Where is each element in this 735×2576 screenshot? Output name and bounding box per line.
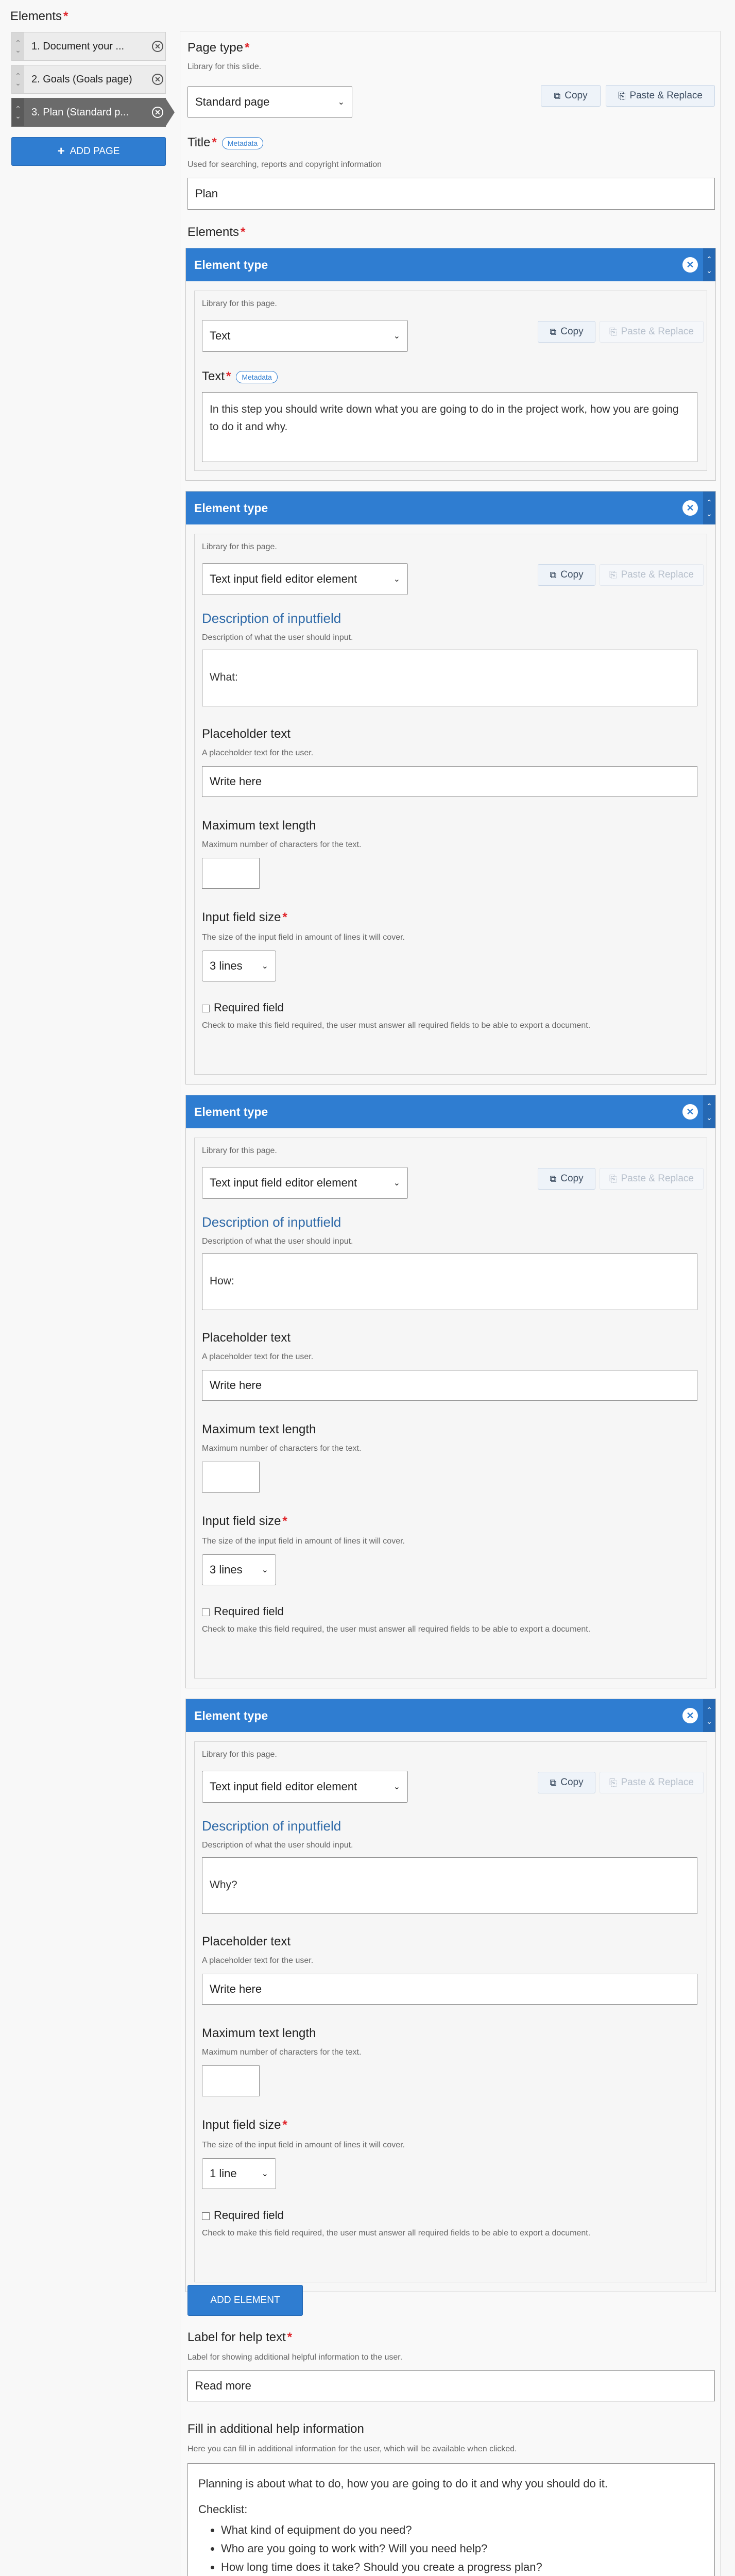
paste-icon: ⎘ bbox=[609, 1173, 617, 1184]
help-paragraph: Planning is about what to do, how you are going to do it and why you should do it. bbox=[198, 2477, 608, 2490]
help-label-hint: Label for showing additional helpful information to the user. bbox=[187, 2353, 403, 2362]
placeholder-label: Placeholder text bbox=[202, 727, 291, 741]
description-heading: Description of inputfield bbox=[202, 611, 341, 626]
chevron-down-icon[interactable]: ⌄ bbox=[15, 112, 21, 120]
element-card-header[interactable] bbox=[186, 492, 715, 524]
chevron-up-icon[interactable]: ⌃ bbox=[15, 72, 21, 80]
page-editor-panel bbox=[180, 31, 721, 2576]
close-icon[interactable]: ✕ bbox=[152, 107, 163, 118]
page-type-selected: Standard page bbox=[195, 95, 270, 108]
copy-button[interactable] bbox=[538, 321, 595, 343]
chevron-up-icon[interactable]: ⌃ bbox=[706, 1706, 712, 1714]
max-length-input[interactable] bbox=[202, 858, 260, 889]
element-card-body bbox=[194, 534, 707, 1075]
input-size-hint: The size of the input field in amount of lines it will cover. bbox=[202, 933, 405, 942]
element-type-select[interactable] bbox=[202, 1771, 408, 1803]
paste-replace-button[interactable] bbox=[600, 1772, 704, 1793]
text-editor[interactable]: In this step you should write down what you are going to do in the project work, how you are going to do it and why. bbox=[202, 392, 697, 462]
chevron-down-icon: ⌄ bbox=[393, 1179, 400, 1188]
element-type-selected: Text bbox=[210, 329, 231, 342]
remove-page-button[interactable] bbox=[150, 65, 165, 93]
required-asterisk: * bbox=[287, 2330, 293, 2344]
copy-label: Copy bbox=[560, 326, 584, 337]
list-item: • How long time does it take? Should you create a progress plan? bbox=[221, 2558, 704, 2576]
paste-icon: ⎘ bbox=[609, 326, 617, 337]
input-size-label-text: Input field size bbox=[202, 910, 281, 924]
description-editor[interactable]: What: bbox=[202, 650, 697, 706]
input-size-select[interactable] bbox=[202, 951, 276, 981]
required-label[interactable]: Required field bbox=[214, 1605, 284, 1618]
element-type-selected: Text input field editor element bbox=[210, 572, 357, 585]
text-label-text: Text bbox=[202, 369, 225, 383]
add-element-button[interactable]: ADD ELEMENT bbox=[187, 2285, 303, 2316]
plus-icon: + bbox=[57, 144, 65, 158]
input-size-selected: 3 lines bbox=[210, 1563, 243, 1576]
elements-label bbox=[187, 225, 245, 240]
copy-label: Copy bbox=[560, 1777, 584, 1788]
page-type-label-text: Page type bbox=[187, 41, 244, 55]
required-field-option[interactable] bbox=[202, 2209, 284, 2222]
element-card-body bbox=[194, 1741, 707, 2282]
copy-button[interactable] bbox=[538, 1772, 595, 1793]
page-type-select[interactable] bbox=[187, 86, 352, 118]
element-type-select[interactable] bbox=[202, 1167, 408, 1199]
library-hint: Library for this page. bbox=[202, 543, 277, 551]
list-item: • What kind of equipment do you need? bbox=[221, 2521, 704, 2539]
title-input[interactable]: Plan bbox=[187, 178, 715, 210]
required-asterisk: * bbox=[241, 225, 246, 239]
page-type-label bbox=[187, 41, 249, 55]
add-page-label: ADD PAGE bbox=[70, 146, 120, 157]
element-card-input-what bbox=[185, 491, 716, 1084]
placeholder-input[interactable]: Write here bbox=[202, 1370, 697, 1401]
copy-icon: ⧉ bbox=[550, 569, 557, 580]
remove-page-button[interactable] bbox=[150, 98, 165, 126]
description-editor[interactable]: Why? bbox=[202, 1857, 697, 1914]
input-size-label-text: Input field size bbox=[202, 1514, 281, 1528]
pages-title bbox=[10, 9, 68, 24]
element-reorder-handle[interactable] bbox=[703, 1095, 715, 1128]
checklist bbox=[198, 2521, 704, 2576]
input-size-label bbox=[202, 910, 287, 925]
copy-button[interactable] bbox=[538, 1168, 595, 1190]
library-hint: Library for this page. bbox=[202, 299, 277, 308]
copy-icon: ⧉ bbox=[550, 1173, 557, 1184]
copy-label: Copy bbox=[560, 569, 584, 580]
chevron-up-icon[interactable]: ⌃ bbox=[706, 498, 712, 506]
text-label bbox=[202, 369, 278, 384]
max-length-hint: Maximum number of characters for the text. bbox=[202, 840, 362, 849]
required-asterisk: * bbox=[212, 135, 217, 149]
add-page-button[interactable] bbox=[11, 137, 166, 166]
chevron-down-icon[interactable]: ⌄ bbox=[706, 1113, 712, 1122]
required-hint: Check to make this field required, the user must answer all required fields to be able to export a document. bbox=[202, 1625, 591, 1634]
placeholder-hint: A placeholder text for the user. bbox=[202, 1956, 314, 1965]
title-label bbox=[187, 135, 263, 150]
description-heading: Description of inputfield bbox=[202, 1818, 341, 1834]
page-reorder-handle[interactable] bbox=[12, 98, 24, 126]
input-size-label-text: Input field size bbox=[202, 2118, 281, 2132]
input-size-select[interactable] bbox=[202, 2158, 276, 2189]
placeholder-hint: A placeholder text for the user. bbox=[202, 1352, 314, 1361]
help-info-hint: Here you can fill in additional information for the user, which will be available when clicked. bbox=[187, 2445, 517, 2453]
required-asterisk: * bbox=[282, 910, 287, 924]
copy-button[interactable] bbox=[541, 85, 601, 107]
element-reorder-handle[interactable] bbox=[703, 1699, 715, 1732]
chevron-up-icon[interactable]: ⌃ bbox=[15, 105, 21, 113]
library-hint: Library for this page. bbox=[202, 1146, 277, 1155]
input-size-selected: 1 line bbox=[210, 2167, 237, 2180]
required-hint: Check to make this field required, the user must answer all required fields to be able to export a document. bbox=[202, 2229, 591, 2238]
chevron-down-icon: ⌄ bbox=[261, 1566, 268, 1574]
title-label-text: Title bbox=[187, 135, 211, 149]
element-card-header[interactable] bbox=[186, 1699, 715, 1732]
placeholder-label: Placeholder text bbox=[202, 1331, 291, 1345]
required-asterisk: * bbox=[226, 369, 231, 383]
remove-element-button[interactable]: ✕ bbox=[682, 500, 698, 516]
remove-element-button[interactable]: ✕ bbox=[682, 1708, 698, 1723]
page-reorder-handle[interactable] bbox=[12, 65, 24, 93]
copy-button[interactable] bbox=[538, 564, 595, 586]
remove-element-button[interactable]: ✕ bbox=[682, 257, 698, 273]
chevron-up-icon[interactable]: ⌃ bbox=[706, 1102, 712, 1110]
required-label[interactable]: Required field bbox=[214, 1001, 284, 1014]
chevron-down-icon: ⌄ bbox=[393, 332, 400, 341]
title-hint: Used for searching, reports and copyright information bbox=[187, 160, 382, 169]
required-hint: Check to make this field required, the user must answer all required fields to be able to export a document. bbox=[202, 1021, 591, 1030]
element-type-select[interactable] bbox=[202, 320, 408, 352]
page-item-3-active[interactable] bbox=[11, 98, 166, 127]
required-field-option[interactable] bbox=[202, 1001, 284, 1014]
required-asterisk: * bbox=[282, 1514, 287, 1528]
page-item-label[interactable]: 3. Plan (Standard p... bbox=[31, 106, 129, 118]
required-checkbox[interactable] bbox=[202, 1005, 210, 1012]
max-length-hint: Maximum number of characters for the text. bbox=[202, 1444, 362, 1453]
description-hint: Description of what the user should input. bbox=[202, 1841, 353, 1850]
element-card-title: Element type bbox=[194, 1708, 268, 1722]
placeholder-label: Placeholder text bbox=[202, 1935, 291, 1948]
element-reorder-handle[interactable] bbox=[703, 492, 715, 524]
input-size-label bbox=[202, 2118, 287, 2132]
input-size-label bbox=[202, 1514, 287, 1529]
remove-page-button[interactable] bbox=[150, 32, 165, 60]
required-label[interactable]: Required field bbox=[214, 2209, 284, 2222]
required-field-option[interactable] bbox=[202, 1605, 284, 1618]
page-item-1[interactable] bbox=[11, 32, 166, 61]
element-card-text bbox=[185, 248, 716, 481]
element-card-input-how bbox=[185, 1095, 716, 1688]
element-type-selected: Text input field editor element bbox=[210, 1780, 357, 1793]
copy-icon: ⧉ bbox=[550, 1777, 557, 1788]
page-type-hint: Library for this slide. bbox=[187, 62, 262, 71]
input-size-hint: The size of the input field in amount of lines it will cover. bbox=[202, 1537, 405, 1546]
required-checkbox[interactable] bbox=[202, 1608, 210, 1616]
list-item: • Who are you going to work with? Will you need help? bbox=[221, 2540, 704, 2557]
paste-replace-button[interactable] bbox=[600, 1168, 704, 1190]
placeholder-hint: A placeholder text for the user. bbox=[202, 749, 314, 757]
chevron-down-icon[interactable]: ⌄ bbox=[706, 266, 712, 275]
paste-label: Paste & Replace bbox=[621, 326, 694, 337]
copy-label: Copy bbox=[560, 1173, 584, 1184]
element-reorder-handle[interactable] bbox=[703, 248, 715, 281]
copy-icon: ⧉ bbox=[554, 90, 561, 101]
placeholder-input[interactable]: Write here bbox=[202, 766, 697, 797]
chevron-down-icon: ⌄ bbox=[261, 2170, 268, 2178]
description-heading: Description of inputfield bbox=[202, 1214, 341, 1230]
close-icon[interactable]: ✕ bbox=[152, 74, 163, 85]
required-asterisk: * bbox=[63, 9, 69, 23]
paste-replace-button[interactable] bbox=[606, 85, 715, 107]
chevron-down-icon: ⌄ bbox=[393, 1783, 400, 1791]
max-length-label: Maximum text length bbox=[202, 819, 316, 833]
elements-label-text: Elements bbox=[187, 225, 240, 239]
required-asterisk: * bbox=[245, 41, 250, 55]
paste-icon: ⎘ bbox=[609, 1777, 617, 1788]
element-card-input-why bbox=[185, 1699, 716, 2292]
chevron-down-icon[interactable]: ⌄ bbox=[706, 510, 712, 518]
paste-icon: ⎘ bbox=[618, 90, 626, 101]
pages-title-text: Elements bbox=[10, 9, 62, 23]
element-card-header[interactable] bbox=[186, 1095, 715, 1128]
paste-label: Paste & Replace bbox=[621, 1173, 694, 1184]
element-type-selected: Text input field editor element bbox=[210, 1176, 357, 1189]
element-card-body bbox=[194, 1138, 707, 1679]
paste-label: Paste & Replace bbox=[629, 90, 703, 101]
element-type-select[interactable] bbox=[202, 563, 408, 595]
chevron-up-icon[interactable]: ⌃ bbox=[15, 39, 21, 47]
paste-replace-button[interactable] bbox=[600, 564, 704, 586]
input-size-hint: The size of the input field in amount of lines it will cover. bbox=[202, 2141, 405, 2149]
copy-icon: ⧉ bbox=[550, 326, 557, 337]
paste-label: Paste & Replace bbox=[621, 569, 694, 580]
chevron-down-icon: ⌄ bbox=[261, 962, 268, 971]
element-card-header[interactable] bbox=[186, 248, 715, 281]
help-label-input[interactable]: Read more bbox=[187, 2370, 715, 2401]
page-item-label[interactable]: 1. Document your ... bbox=[31, 40, 125, 52]
chevron-up-icon[interactable]: ⌃ bbox=[706, 255, 712, 263]
page-item-label[interactable]: 2. Goals (Goals page) bbox=[31, 73, 132, 85]
element-card-title: Element type bbox=[194, 501, 268, 515]
page-item-2[interactable] bbox=[11, 65, 166, 94]
description-hint: Description of what the user should input. bbox=[202, 1237, 353, 1246]
description-hint: Description of what the user should input. bbox=[202, 633, 353, 642]
chevron-down-icon: ⌄ bbox=[393, 575, 400, 584]
help-label-label bbox=[187, 2330, 292, 2345]
help-info-label: Fill in additional help information bbox=[187, 2422, 364, 2436]
remove-element-button[interactable]: ✕ bbox=[682, 1104, 698, 1120]
element-card-title: Element type bbox=[194, 1105, 268, 1118]
max-length-label: Maximum text length bbox=[202, 2026, 316, 2040]
max-length-input[interactable] bbox=[202, 2065, 260, 2096]
input-size-selected: 3 lines bbox=[210, 959, 243, 972]
element-card-title: Element type bbox=[194, 258, 268, 272]
paste-icon: ⎘ bbox=[609, 569, 617, 580]
placeholder-input[interactable]: Write here bbox=[202, 1974, 697, 2005]
metadata-badge[interactable]: Metadata bbox=[236, 371, 277, 383]
copy-label: Copy bbox=[565, 90, 588, 101]
description-editor[interactable]: How: bbox=[202, 1253, 697, 1310]
chevron-down-icon[interactable]: ⌄ bbox=[15, 46, 21, 54]
paste-label: Paste & Replace bbox=[621, 1777, 694, 1788]
max-length-input[interactable] bbox=[202, 1462, 260, 1493]
pages-list bbox=[11, 32, 166, 131]
metadata-badge[interactable]: Metadata bbox=[222, 137, 263, 149]
help-label-label-text: Label for help text bbox=[187, 2330, 286, 2344]
required-asterisk: * bbox=[282, 2118, 287, 2132]
required-checkbox[interactable] bbox=[202, 2212, 210, 2220]
help-info-editor[interactable] bbox=[187, 2463, 715, 2576]
input-size-select[interactable] bbox=[202, 1554, 276, 1585]
page-reorder-handle[interactable] bbox=[12, 32, 24, 60]
library-hint: Library for this page. bbox=[202, 1750, 277, 1759]
chevron-down-icon: ⌄ bbox=[337, 98, 345, 107]
checklist-title: Checklist: bbox=[198, 2503, 248, 2516]
paste-replace-button[interactable] bbox=[600, 321, 704, 343]
max-length-label: Maximum text length bbox=[202, 1422, 316, 1436]
max-length-hint: Maximum number of characters for the text. bbox=[202, 2048, 362, 2057]
element-card-body bbox=[194, 291, 707, 471]
chevron-down-icon[interactable]: ⌄ bbox=[706, 1717, 712, 1725]
chevron-down-icon[interactable]: ⌄ bbox=[15, 79, 21, 87]
close-icon[interactable]: ✕ bbox=[152, 41, 163, 52]
